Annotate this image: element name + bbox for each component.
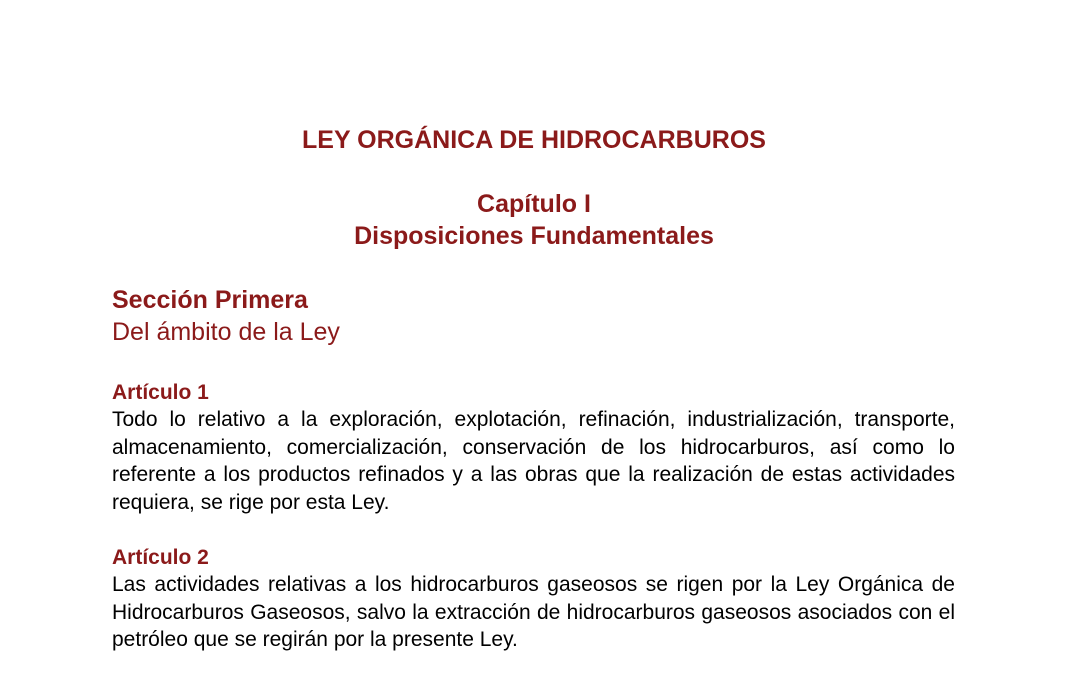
chapter-title: Disposiciones Fundamentales <box>354 222 714 250</box>
chapter-number: Capítulo I <box>477 190 591 218</box>
article-2-heading: Artículo 2 <box>112 546 209 569</box>
article-1-heading: Artículo 1 <box>112 381 209 404</box>
law-title: LEY ORGÁNICA DE HIDROCARBUROS <box>302 126 766 154</box>
article-1-body: Todo lo relativo a la exploración, explotación, refinación, industrialización, transporte, almacenamiento, comercialización, conservación de los hidrocarburos, así como lo referente a los productos refinados y a las obras que la realización de estas actividades requiera, se rige por esta Ley. <box>112 408 955 514</box>
article-2-body: Las actividades relativas a los hidrocarburos gaseosos se rigen por la Ley Orgánica de Hidrocarburos Gaseosos, salvo la extracción de hidrocarburos gaseosos asociados con el petróleo que se regirán por la presente Ley. <box>112 573 955 651</box>
article-2 <box>112 544 955 654</box>
section-number: Sección Primera <box>112 286 308 314</box>
article-1 <box>112 379 955 516</box>
section-heading <box>112 284 972 348</box>
chapter-heading <box>0 188 1068 252</box>
section-title: Del ámbito de la Ley <box>112 318 340 346</box>
